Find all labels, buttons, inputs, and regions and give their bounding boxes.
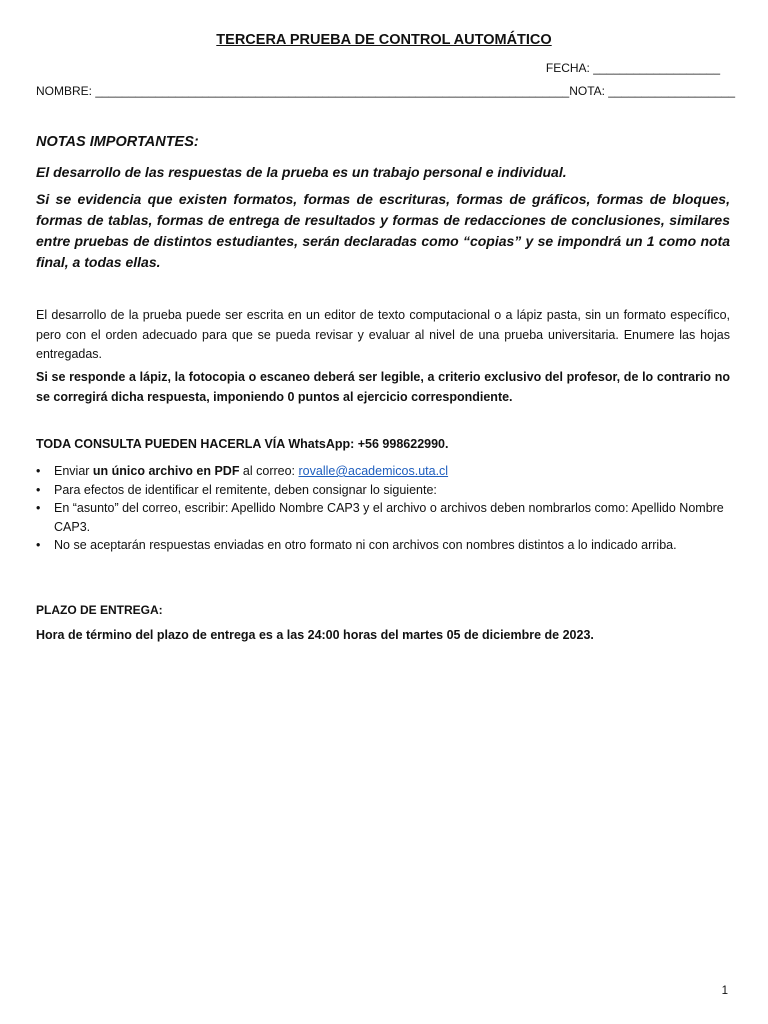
bullet-text: No se aceptarán respuestas enviadas en otro formato ni con archivos con nombres distintos a lo indicado arriba.	[54, 538, 677, 552]
document-title: TERCERA PRUEBA DE CONTROL AUTOMÁTICO	[216, 32, 552, 48]
list-item	[36, 462, 736, 481]
notas-paragraph-2: Si se evidencia que existen formatos, formas de escrituras, formas de gráficos, formas de bloques, formas de tablas, formas de entrega de resultados y formas de redacciones de conclusiones, similares entre pruebas de distintos estudiantes, serán declaradas como “copias” y se impondrá un 1 como nota final, a todas ellas.	[36, 191, 730, 270]
plazo-text: Hora de término del plazo de entrega es a las 24:00 horas del martes 05 de diciembre de 2023.	[36, 628, 594, 642]
list-item	[36, 481, 736, 500]
bullet-icon: •	[36, 501, 41, 515]
list-item	[36, 499, 736, 536]
bullet-text: Enviar	[54, 464, 93, 478]
instructions-paragraph-1: El desarrollo de la prueba puede ser escrita en un editor de texto computacional o a lápiz pasta, sin un formato específico, pero con el orden adecuado para que se pueda revisar y evaluar al nivel de una prueba universitaria. Enumere las hojas entregadas.	[36, 308, 730, 361]
notas-paragraph-1: El desarrollo de las respuestas de la prueba es un trabajo personal e individual.	[36, 164, 567, 180]
header-fields-row	[36, 84, 736, 98]
bullet-text: Para efectos de identificar el remitente, deben consignar lo siguiente:	[54, 482, 437, 497]
submission-instructions-list	[36, 462, 736, 555]
nota-field: NOTA: ___________________	[569, 84, 736, 98]
email-link[interactable]: rovalle@academicos.uta.cl	[298, 464, 449, 478]
consulta-whatsapp: TODA CONSULTA PUEDEN HACERLA VÍA WhatsApp: +56 998622990.	[36, 437, 449, 451]
bullet-icon: •	[36, 482, 41, 497]
list-item	[36, 536, 736, 555]
bullet-icon: •	[36, 464, 41, 478]
bullet-text: En “asunto” del correo, escribir: Apellido Nombre CAP3 y el archivo o archivos deben nombrarlos como: Apellido Nombre CAP3.	[54, 501, 724, 534]
instructions-paragraph-2: Si se responde a lápiz, la fotocopia o escaneo deberá ser legible, a criterio exclusivo del profesor, de lo contrario no se corregirá dicha respuesta, imponiendo 0 puntos al ejercicio correspondiente.	[36, 370, 730, 404]
bullet-icon: •	[36, 538, 41, 552]
fecha-field: FECHA: ___________________	[545, 61, 720, 75]
notas-importantes-heading: NOTAS IMPORTANTES:	[36, 134, 199, 150]
bullet-text: al correo:	[239, 464, 299, 478]
bullet-bold-text: un único archivo en PDF	[92, 464, 240, 478]
nombre-field: NOMBRE: _______________________________________________________________________	[36, 84, 570, 98]
page-number: 1	[721, 985, 728, 997]
plazo-heading: PLAZO DE ENTREGA:	[36, 603, 163, 617]
